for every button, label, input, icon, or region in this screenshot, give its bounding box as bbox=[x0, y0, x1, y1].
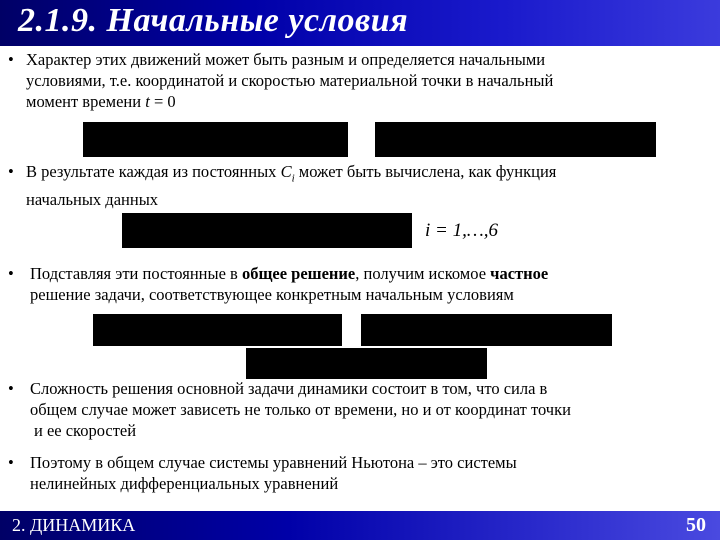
term-particular: частное bbox=[490, 264, 549, 283]
text-line: решение задачи, соответствующее конкретным начальным условиям bbox=[30, 285, 514, 304]
text-line: Сложность решения основной задачи динамики состоит в том, что сила в bbox=[30, 379, 548, 398]
formula-initial-position bbox=[83, 122, 348, 157]
text-line bbox=[26, 161, 556, 189]
bullet-complexity bbox=[8, 378, 708, 444]
formula-initial-velocity bbox=[375, 122, 656, 157]
slide-title: 2.1.9. Начальные условия bbox=[18, 2, 409, 39]
bullet-text bbox=[30, 263, 548, 305]
formula-solution-position bbox=[93, 314, 342, 346]
bullet-particular-solution bbox=[8, 263, 708, 307]
bullet-mark: • bbox=[8, 50, 14, 69]
bullet-text bbox=[26, 161, 556, 210]
text-line: Поэтому в общем случае системы уравнений Ньютона – это системы bbox=[30, 453, 517, 472]
formula-index-range: i = 1,…,6 bbox=[425, 220, 498, 241]
section-label: 2. ДИНАМИКА bbox=[12, 515, 136, 535]
text-line: и ее скоростей bbox=[34, 421, 137, 440]
text-fragment: , получим искомое bbox=[355, 264, 491, 283]
text-line bbox=[26, 91, 553, 112]
text-fragment: момент времени bbox=[26, 92, 146, 111]
text-fragment: может быть вычислена, как функция bbox=[294, 162, 557, 181]
footer-bar bbox=[0, 511, 720, 540]
formula-constants bbox=[122, 213, 412, 248]
bullet-mark: • bbox=[8, 379, 14, 398]
bullet-nonlinear bbox=[8, 452, 708, 496]
bullet-mark: • bbox=[8, 264, 14, 283]
bullet-mark: • bbox=[8, 453, 14, 472]
text-line: нелинейных дифференциальных уравнений bbox=[30, 474, 339, 493]
text-line: общем случае может зависеть не только от времени, но и от координат точки bbox=[30, 400, 571, 419]
text-fragment: Подставляя эти постоянные в bbox=[30, 264, 242, 283]
variable-c: C bbox=[280, 162, 292, 181]
text-line: условиями, т.е. координатой и скоростью материальной точки в начальный bbox=[26, 71, 554, 90]
subscript-i: i bbox=[291, 172, 295, 185]
bullet-mark: • bbox=[8, 162, 14, 181]
formula-solution-velocity bbox=[361, 314, 612, 346]
bullet-constants bbox=[8, 161, 708, 210]
text-fragment: = 0 bbox=[149, 92, 176, 111]
text-fragment: В результате каждая из постоянных bbox=[26, 162, 281, 181]
text-line: начальных данных bbox=[26, 190, 159, 210]
bullet-text bbox=[30, 452, 517, 494]
title-bar bbox=[0, 0, 720, 46]
text-line bbox=[30, 263, 548, 284]
formula-solution-extra bbox=[246, 348, 487, 379]
bullet-initial-conditions bbox=[8, 49, 708, 115]
bullet-text bbox=[30, 378, 571, 441]
term-general-solution: общее решение bbox=[241, 264, 356, 283]
page-number: 50 bbox=[686, 514, 706, 536]
text-line: Характер этих движений может быть разным и определяется начальными bbox=[26, 50, 546, 69]
variable-t: t bbox=[145, 92, 150, 111]
bullet-text bbox=[26, 49, 553, 112]
